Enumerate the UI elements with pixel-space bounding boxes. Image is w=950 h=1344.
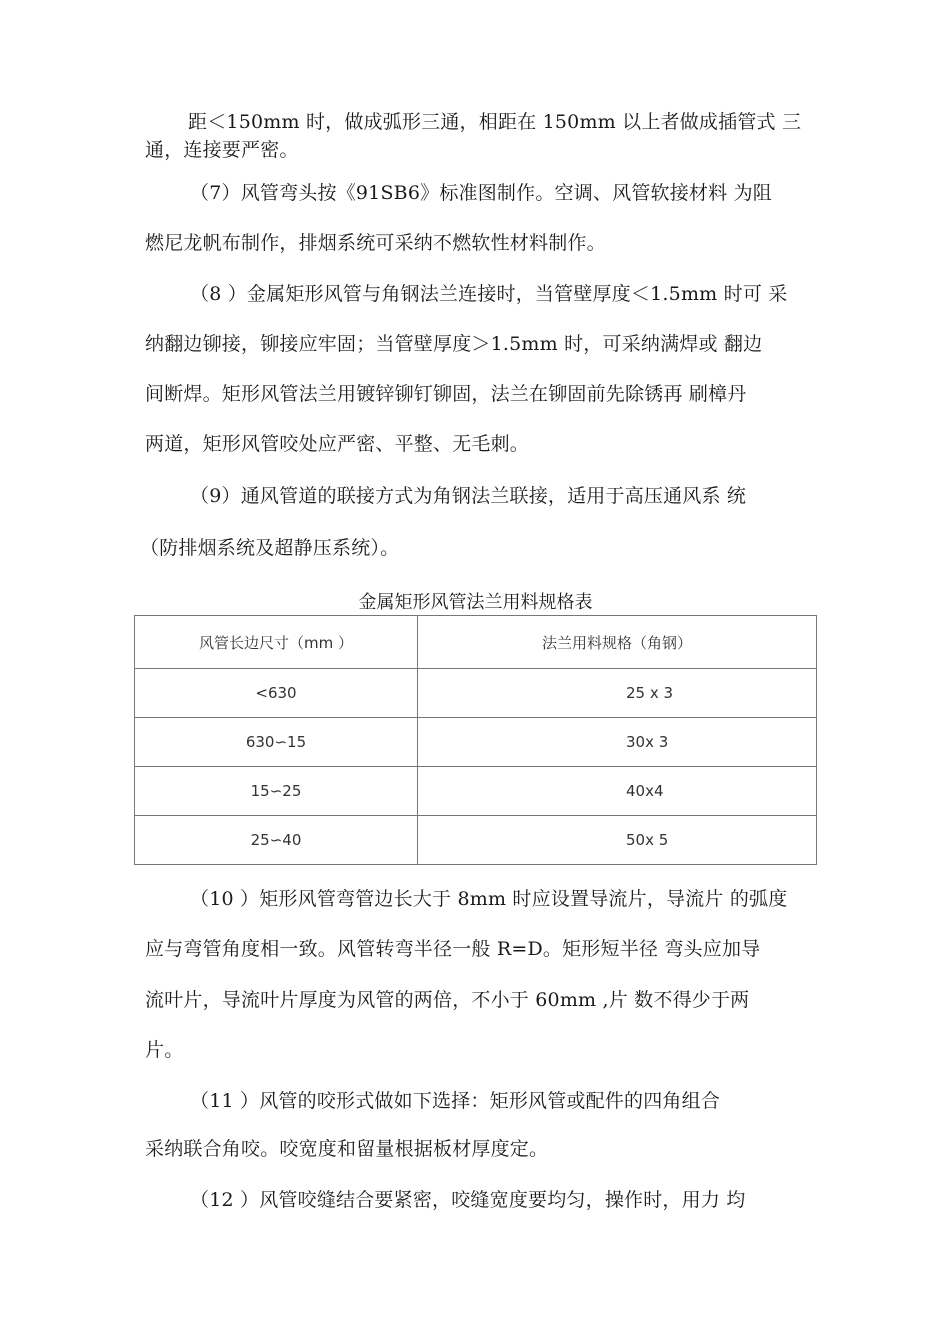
table-cell: 25 x 3	[418, 669, 817, 718]
table-row	[135, 767, 817, 816]
paragraph-line: 应与弯管角度相一致。风管转弯半径一般 R=D。矩形短半径 弯头应加导	[145, 938, 761, 960]
table-row	[135, 669, 817, 718]
paragraph-line: （10 ）矩形风管弯管边长大于 8mm 时应设置导流片，导流片 的弧度	[190, 888, 788, 910]
table-cell: 30x 3	[418, 718, 817, 767]
paragraph-line: （9）通风管道的联接方式为角钢法兰联接，适用于高压通风系 统	[190, 485, 747, 507]
table-row	[135, 816, 817, 865]
paragraph-line: 间断焊。矩形风管法兰用镀锌铆钉铆固，法兰在铆固前先除锈再 刷樟丹	[145, 383, 747, 405]
paragraph-line: （11 ）风管的咬形式做如下选择：矩形风管或配件的四角组合	[190, 1090, 721, 1112]
table-cell: 50x 5	[418, 816, 817, 865]
paragraph-line: 采纳联合角咬。咬宽度和留量根据板材厚度定。	[145, 1138, 549, 1160]
paragraph-line: 距＜150mm 时，做成弧形三通，相距在 150mm 以上者做成插管式 三	[188, 111, 802, 133]
paragraph-line: （8 ）金属矩形风管与角钢法兰连接时，当管壁厚度＜1.5mm 时可 采	[190, 283, 788, 305]
paragraph-line: 流叶片，导流叶片厚度为风管的两倍，不小于 60mm ,片 数不得少于两	[145, 989, 750, 1011]
table-header-row	[135, 616, 817, 669]
table-cell: 630∽15	[135, 718, 418, 767]
table-caption: 金属矩形风管法兰用料规格表	[358, 592, 593, 613]
column-header: 风管长边尺寸（mm ）	[135, 616, 418, 669]
paragraph-line: （7）风管弯头按《91SB6》标准图制作。空调、风管软接材料 为阻	[190, 182, 772, 204]
table-cell: 15∽25	[135, 767, 418, 816]
table-cell: 25∽40	[135, 816, 418, 865]
paragraph-line: 燃尼龙帆布制作，排烟系统可采纳不燃软性材料制作。	[145, 232, 606, 254]
paragraph-line: （12 ）风管咬缝结合要紧密，咬缝宽度要均匀，操作时，用力 均	[190, 1189, 746, 1211]
paragraph-line: 片。	[145, 1039, 184, 1061]
column-header: 法兰用料规格（角钢）	[418, 616, 817, 669]
table-cell: <630	[135, 669, 418, 718]
flange-spec-table	[134, 615, 817, 865]
table-row	[135, 718, 817, 767]
paragraph-line: （防排烟系统及超静压系统）。	[140, 537, 400, 559]
table-cell: 40x4	[418, 767, 817, 816]
paragraph-line: 通，连接要严密。	[145, 139, 299, 161]
paragraph-line: 两道，矩形风管咬处应严密、平整、无毛刺。	[145, 433, 530, 455]
paragraph-line: 纳翻边铆接，铆接应牢固；当管壁厚度＞1.5mm 时，可采纳满焊或 翻边	[145, 333, 763, 355]
